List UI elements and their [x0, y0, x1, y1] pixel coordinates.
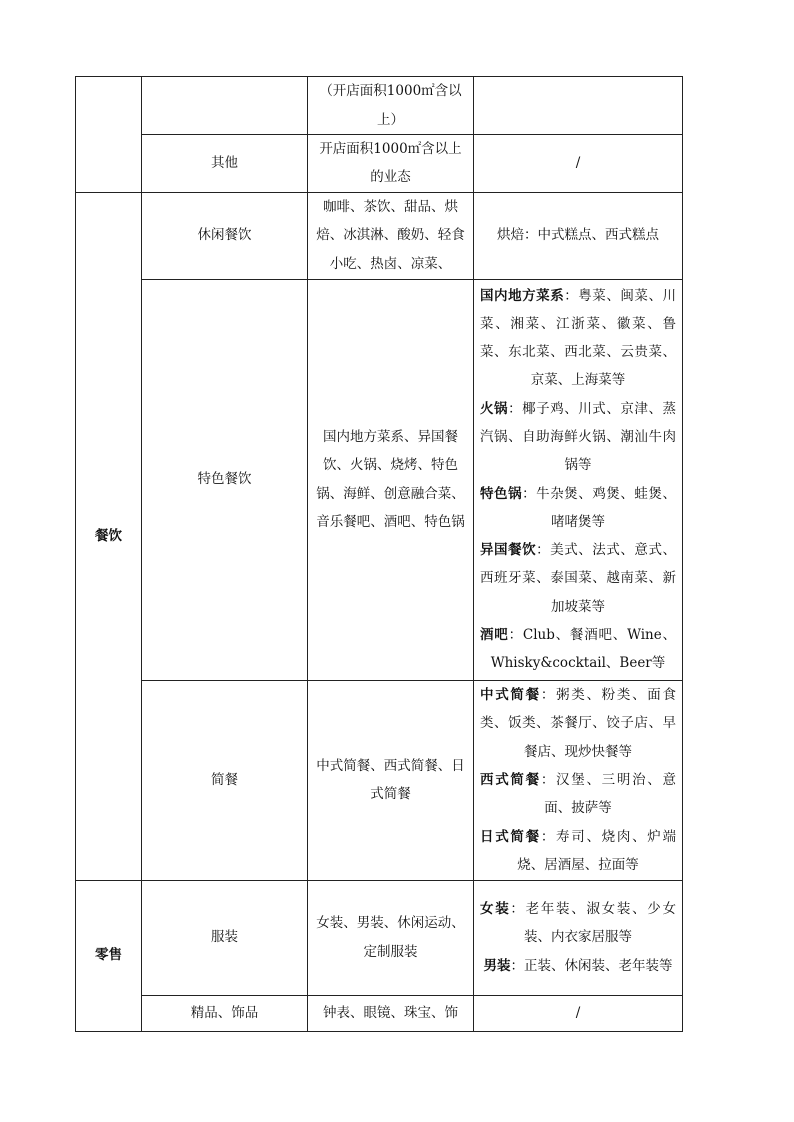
category-cell: 餐饮 — [76, 192, 142, 880]
brand-cell: / — [474, 995, 683, 1031]
brand-entry — [480, 895, 676, 952]
table-row — [76, 192, 683, 279]
description-cell: 国内地方菜系、异国餐饮、火锅、烧烤、特色锅、海鲜、创意融合菜、音乐餐吧、酒吧、特色锅 — [308, 279, 474, 680]
brand-cell — [474, 77, 683, 135]
brand-label: 西式简餐 — [480, 771, 541, 788]
subcategory-cell: 特色餐饮 — [142, 279, 308, 680]
brand-entry — [480, 766, 676, 823]
brand-cell — [474, 680, 683, 880]
description-cell: 钟表、眼镜、珠宝、饰 — [308, 995, 474, 1031]
subcategory-cell: 休闲餐饮 — [142, 192, 308, 279]
brand-label: 中式简餐 — [480, 687, 541, 704]
brand-text: ：牛杂煲、鸡煲、蛙煲、啫啫煲等 — [522, 485, 677, 530]
description-cell: 女装、男装、休闲运动、定制服装 — [308, 880, 474, 995]
brand-text: ：粥类、粉类、面食类、饭类、茶餐厅、饺子店、早餐店、现炒快餐等 — [480, 687, 677, 760]
brand-entry — [480, 480, 676, 537]
business-format-table — [75, 76, 683, 1032]
brand-label: 国内地方菜系 — [480, 287, 565, 304]
table-row — [76, 680, 683, 880]
brand-entry — [480, 952, 676, 980]
brand-label: 火锅 — [480, 400, 509, 417]
brand-label: 女装 — [480, 901, 511, 918]
brand-entry — [480, 536, 676, 621]
description-cell: 开店面积1000㎡含以上的业态 — [308, 135, 474, 193]
brand-cell: 烘焙：中式糕点、西式糕点 — [474, 192, 683, 279]
brand-text: ：汉堡、三明治、意面、披萨等 — [540, 771, 677, 817]
category-cell: 零售 — [76, 880, 142, 1031]
brand-label: 男装 — [483, 957, 511, 974]
brand-text: ：粤菜、闽菜、川菜、湘菜、江浙菜、徽菜、鲁菜、东北菜、西北菜、云贵菜、京菜、上海菜等 — [480, 287, 677, 389]
brand-entry — [480, 681, 676, 766]
brand-text: ：椰子鸡、川式、京津、蒸汽锅、自助海鲜火锅、潮汕牛肉锅等 — [480, 400, 677, 474]
subcategory-cell — [142, 77, 308, 135]
brand-label: 酒吧 — [480, 627, 509, 644]
brand-cell — [474, 279, 683, 680]
brand-entry — [480, 823, 676, 880]
brand-label: 异国餐饮 — [480, 542, 537, 559]
subcategory-cell: 服装 — [142, 880, 308, 995]
table-row — [76, 995, 683, 1031]
brand-entry — [480, 282, 676, 395]
subcategory-cell: 简餐 — [142, 680, 308, 880]
description-cell: （开店面积1000㎡含以上） — [308, 77, 474, 135]
description-cell: 中式简餐、西式简餐、日式简餐 — [308, 680, 474, 880]
subcategory-cell: 精品、饰品 — [142, 995, 308, 1031]
brand-text: ：正装、休闲装、老年装等 — [510, 957, 673, 974]
brand-label: 日式简餐 — [480, 828, 541, 845]
brand-label: 特色锅 — [480, 485, 523, 502]
table-row — [76, 135, 683, 193]
brand-cell — [474, 880, 683, 995]
brand-text: ：寿司、烧肉、炉端烧、居酒屋、拉面等 — [517, 828, 677, 873]
table-row — [76, 880, 683, 995]
brand-text: ：美式、法式、意式、西班牙菜、泰国菜、越南菜、新加坡菜等 — [480, 542, 677, 615]
table-row — [76, 279, 683, 680]
description-cell: 咖啡、茶饮、甜品、烘焙、冰淇淋、酸奶、轻食小吃、热卤、凉菜、 — [308, 192, 474, 279]
subcategory-cell: 其他 — [142, 135, 308, 193]
brand-entry — [480, 395, 676, 480]
category-cell — [76, 77, 142, 193]
brand-text: ：Club、餐酒吧、Wine、Whisky&cocktail、Beer等 — [490, 627, 677, 672]
table-row — [76, 77, 683, 135]
brand-cell: / — [474, 135, 683, 193]
brand-text: ：老年装、淑女装、少女装、内衣家居服等 — [510, 901, 677, 946]
brand-entry — [480, 621, 676, 678]
